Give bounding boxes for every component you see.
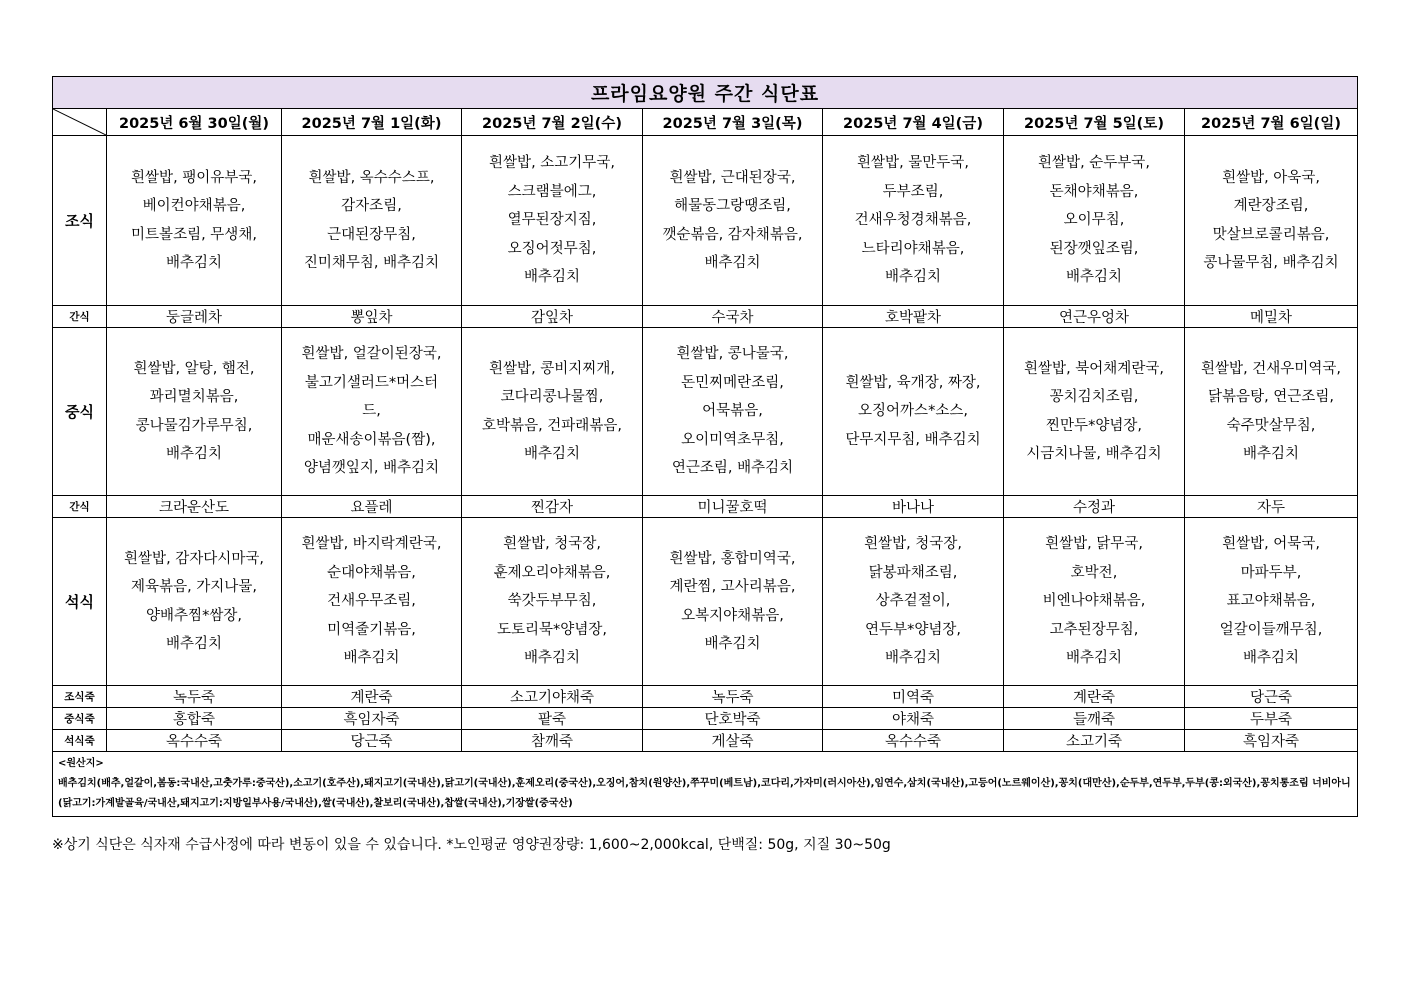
menu-line: 배추김치 [1065, 650, 1123, 667]
snack-row [53, 496, 1358, 518]
menu-line: 배추김치 [165, 636, 223, 652]
meal-cell [282, 518, 462, 686]
snack-row [53, 306, 1358, 328]
menu-line: 훈제오리야채볶음, [493, 564, 611, 581]
menu-line: 흰쌀밥, 근대된장국, [669, 169, 796, 186]
row-label: 중식 [53, 328, 107, 496]
origin-text: 배추김치(배추,얼갈이,봄동:국내산,고춧가루:중국산),소고기(호주산),돼지고기(국내산),닭고기(국내산),훈제오리(중국산),오징어,참치(원양산),쭈꾸미(베트남),코다리,가자미(러시아산),임연수,삼치(국내산),고등어(노르웨이산),꽁치(대만산),순두부,연두부,두부(콩:외국산),꽁치통조림 너비아니(닭고기:가계발골육/국내산,돼지고기:지방일부사용/국내산),쌀(국내산),찰보리(국내산),찹쌀(국내산),기장쌀(중국산) [58, 778, 1351, 809]
porridge-cell: 당근죽 [282, 730, 462, 752]
snack-cell: 연근우엉차 [1004, 306, 1185, 328]
meal-cell [282, 136, 462, 306]
menu-line: 찐만두*양념장, [1046, 417, 1142, 434]
menu-line: 양배추찜*쌈장, [146, 607, 242, 624]
menu-line: 진미채무침, 배추김치 [303, 255, 440, 271]
menu-line: 흰쌀밥, 순두부국, [1038, 155, 1150, 172]
menu-line: 흰쌀밥, 얼갈이된장국, [301, 346, 442, 363]
menu-line: 배추김치 [1242, 650, 1300, 667]
weekly-menu-table [52, 76, 1358, 817]
menu-line: 배추김치 [1242, 446, 1300, 462]
menu-line: 비엔나야채볶음, [1042, 593, 1146, 610]
menu-line: 흰쌀밥, 콩비지찌개, [489, 360, 615, 377]
menu-line: 배추김치 [523, 650, 581, 667]
menu-line: 표고야채볶음, [1226, 593, 1316, 610]
menu-line: 열무된장지짐, [507, 212, 597, 229]
snack-cell: 수국차 [643, 306, 823, 328]
meal-row [53, 518, 1358, 686]
corner-cell [53, 109, 107, 136]
porridge-cell: 옥수수죽 [823, 730, 1004, 752]
meal-cell [823, 518, 1004, 686]
porridge-cell: 홍합죽 [107, 708, 282, 730]
row-label: 중식죽 [53, 708, 107, 730]
snack-cell: 바나나 [823, 496, 1004, 518]
menu-line: 마파두부, [1240, 564, 1302, 581]
porridge-cell: 단호박죽 [643, 708, 823, 730]
menu-line: 오이무침, [1063, 212, 1125, 229]
snack-cell: 크라운산도 [107, 496, 282, 518]
diagonal-line [53, 109, 106, 135]
menu-line: 흰쌀밥, 어묵국, [1222, 536, 1320, 553]
menu-title: 프라임요양원 주간 식단표 [53, 77, 1358, 109]
menu-line: 흰쌀밥, 건새우미역국, [1201, 360, 1341, 377]
porridge-row [53, 730, 1358, 752]
row-label: 석식 [53, 518, 107, 686]
menu-line: 순대야채볶음, [327, 564, 416, 581]
menu-line: 건새우청경채볶음, [854, 212, 972, 229]
menu-line: 닭봉파채조림, [868, 564, 958, 581]
porridge-cell: 녹두죽 [643, 686, 823, 708]
snack-cell: 감잎차 [462, 306, 643, 328]
meal-cell [643, 136, 823, 306]
porridge-cell: 흑임자죽 [1185, 730, 1358, 752]
menu-line: 배추김치 [343, 650, 400, 667]
row-label: 간식 [53, 306, 107, 328]
menu-line: 흰쌀밥, 소고기무국, [489, 155, 615, 172]
menu-line: 배추김치 [704, 636, 761, 652]
menu-line: 계란찜, 고사리볶음, [669, 579, 796, 595]
snack-cell: 요플레 [282, 496, 462, 518]
meal-cell [823, 136, 1004, 306]
menu-line: 베이컨야채볶음, [142, 198, 246, 214]
menu-line: 배추김치 [165, 446, 223, 462]
menu-line: 배추김치 [884, 269, 942, 286]
snack-cell: 둥글레차 [107, 306, 282, 328]
meal-cell [1004, 136, 1185, 306]
menu-line: 콩나물김가루무침, [135, 417, 253, 434]
footer-note: ※상기 식단은 식자재 수급사정에 따라 변동이 있을 수 있습니다. *노인평균 영양권장량: 1,600~2,000kcal, 단백질: 50g, 지질 30~50g [52, 837, 891, 853]
menu-line: 꽁치김치조림, [1049, 389, 1139, 405]
row-label: 간식 [53, 496, 107, 518]
menu-line: 오징어젓무침, [507, 240, 597, 257]
menu-line: 배추김치 [704, 255, 761, 271]
snack-cell: 호박팥차 [823, 306, 1004, 328]
date-header: 2025년 7월 2일(수) [462, 109, 643, 136]
porridge-cell: 소고기야채죽 [462, 686, 643, 708]
meal-cell [107, 328, 282, 496]
porridge-cell: 팥죽 [462, 708, 643, 730]
snack-cell: 자두 [1185, 496, 1358, 518]
menu-line: 맛살브로콜리볶음, [1212, 226, 1330, 243]
menu-line: 흰쌀밥, 청국장, [503, 536, 601, 553]
menu-line: 배추김치 [1065, 269, 1123, 286]
menu-line: 상추겉절이, [875, 593, 951, 610]
menu-line: 흰쌀밥, 닭무국, [1045, 536, 1143, 553]
menu-line: 흰쌀밥, 물만두국, [857, 155, 969, 172]
menu-line: 감자조림, [341, 198, 402, 214]
menu-line: 단무지무침, 배추김치 [845, 431, 981, 448]
menu-line: 흰쌀밥, 홍합미역국, [669, 550, 796, 567]
date-header: 2025년 7월 1일(화) [282, 109, 462, 136]
meal-cell [462, 136, 643, 306]
menu-line: 오이미역초무침, [681, 431, 784, 448]
menu-line: 된장깻잎조림, [1049, 240, 1139, 257]
porridge-cell: 야채죽 [823, 708, 1004, 730]
menu-line: 드, [362, 403, 381, 420]
meal-cell [1004, 518, 1185, 686]
snack-cell: 뽕잎차 [282, 306, 462, 328]
menu-line: 흰쌀밥, 바지락계란국, [301, 536, 442, 553]
menu-line: 얼갈이들깨무침, [1219, 621, 1323, 638]
date-header: 2025년 7월 5일(토) [1004, 109, 1185, 136]
porridge-cell: 녹두죽 [107, 686, 282, 708]
porridge-cell: 흑임자죽 [282, 708, 462, 730]
porridge-cell: 미역죽 [823, 686, 1004, 708]
menu-line: 돈채야채볶음, [1049, 183, 1139, 200]
porridge-cell: 옥수수죽 [107, 730, 282, 752]
porridge-cell: 계란죽 [1004, 686, 1185, 708]
menu-line: 숙주맛살무침, [1226, 417, 1316, 434]
menu-line: 코다리콩나물찜, [500, 389, 604, 405]
meal-cell [1185, 136, 1358, 306]
menu-line: 쑥갓두부무침, [507, 593, 597, 610]
meal-cell [823, 328, 1004, 496]
date-header: 2025년 7월 6일(일) [1185, 109, 1358, 136]
porridge-cell: 두부죽 [1185, 708, 1358, 730]
menu-line: 호박전, [1070, 564, 1118, 581]
menu-line: 배추김치 [523, 446, 581, 462]
menu-line: 돈민찌메란조림, [681, 374, 784, 391]
menu-line: 연두부*양념장, [865, 621, 961, 638]
menu-line: 건새우무조림, [327, 593, 416, 610]
menu-line: 계란장조림, [1233, 198, 1309, 214]
menu-line: 흰쌀밥, 알탕, 햄전, [133, 360, 255, 377]
menu-line: 매운새송이볶음(짬), [307, 431, 436, 448]
meal-cell [282, 328, 462, 496]
porridge-cell: 소고기죽 [1004, 730, 1185, 752]
row-label: 조식죽 [53, 686, 107, 708]
menu-line: 흰쌀밥, 육개장, 짜장, [845, 374, 981, 391]
origin-heading: <원산지> [58, 758, 104, 769]
date-header: 2025년 6월 30일(월) [107, 109, 282, 136]
row-label: 석식죽 [53, 730, 107, 752]
menu-line: 근대된장무침, [327, 226, 416, 243]
date-header: 2025년 7월 4일(금) [823, 109, 1004, 136]
menu-line: 흰쌀밥, 북어채계란국, [1024, 360, 1164, 377]
menu-line: 오복지야채볶음, [681, 607, 784, 624]
menu-line: 배추김치 [884, 650, 942, 667]
porridge-cell: 참깨죽 [462, 730, 643, 752]
meal-row [53, 328, 1358, 496]
menu-line: 오징어까스*소스, [858, 403, 968, 420]
origin-row [53, 752, 1358, 817]
menu-line: 닭볶음탕, 연근조림, [1208, 389, 1334, 405]
menu-line: 어묵볶음, [702, 403, 763, 420]
meal-cell [1185, 518, 1358, 686]
menu-line: 미트볼조림, 무생채, [131, 226, 257, 243]
menu-line: 제육볶음, 가지나물, [131, 579, 257, 595]
date-header: 2025년 7월 3일(목) [643, 109, 823, 136]
porridge-cell: 들깨죽 [1004, 708, 1185, 730]
menu-line: 양념깻잎지, 배추김치 [303, 460, 440, 477]
menu-line: 깻순볶음, 감자채볶음, [662, 226, 803, 243]
menu-line: 배추김치 [523, 269, 581, 286]
menu-line: 흰쌀밥, 콩나물국, [676, 346, 789, 363]
porridge-row [53, 686, 1358, 708]
menu-line: 고추된장무침, [1049, 621, 1139, 638]
porridge-row [53, 708, 1358, 730]
date-header-row [53, 109, 1358, 136]
meal-cell [1185, 328, 1358, 496]
snack-cell: 수정과 [1004, 496, 1185, 518]
menu-line: 흰쌀밥, 아욱국, [1222, 169, 1320, 186]
row-label: 조식 [53, 136, 107, 306]
menu-line: 연근조림, 배추김치 [671, 460, 794, 477]
menu-line: 두부조림, [882, 183, 944, 200]
meal-cell [1004, 328, 1185, 496]
meal-cell [643, 328, 823, 496]
menu-line: 흰쌀밥, 청국장, [864, 536, 962, 553]
menu-line: 도토리묵*양념장, [497, 621, 607, 638]
menu-line: 불고기샐러드*머스터 [304, 374, 439, 391]
menu-line: 시금치나물, 배추김치 [1026, 446, 1162, 462]
snack-cell: 미니꿀호떡 [643, 496, 823, 518]
menu-line: 흰쌀밥, 감자다시마국, [124, 550, 264, 567]
porridge-cell: 게살죽 [643, 730, 823, 752]
porridge-cell: 계란죽 [282, 686, 462, 708]
meal-cell [107, 518, 282, 686]
meal-cell [462, 518, 643, 686]
porridge-cell: 당근죽 [1185, 686, 1358, 708]
meal-cell [107, 136, 282, 306]
menu-line: 흰쌀밥, 팽이유부국, [131, 169, 257, 186]
menu-line: 호박볶음, 건파래볶음, [482, 417, 622, 434]
meal-row [53, 136, 1358, 306]
origin-cell [53, 752, 1358, 817]
snack-cell: 찐감자 [462, 496, 643, 518]
menu-line: 콩나물무침, 배추김치 [1203, 255, 1339, 271]
menu-line: 배추김치 [165, 255, 223, 271]
meal-cell [643, 518, 823, 686]
menu-line: 꽈리멸치볶음, [149, 389, 239, 405]
menu-line: 느타리야채볶음, [861, 240, 965, 257]
snack-cell: 메밀차 [1185, 306, 1358, 328]
menu-line: 미역줄기볶음, [327, 621, 416, 638]
menu-line: 스크램블에그, [507, 183, 597, 200]
meal-cell [462, 328, 643, 496]
menu-line: 해물동그랑땡조림, [674, 198, 791, 214]
menu-line: 흰쌀밥, 옥수수스프, [308, 169, 435, 186]
